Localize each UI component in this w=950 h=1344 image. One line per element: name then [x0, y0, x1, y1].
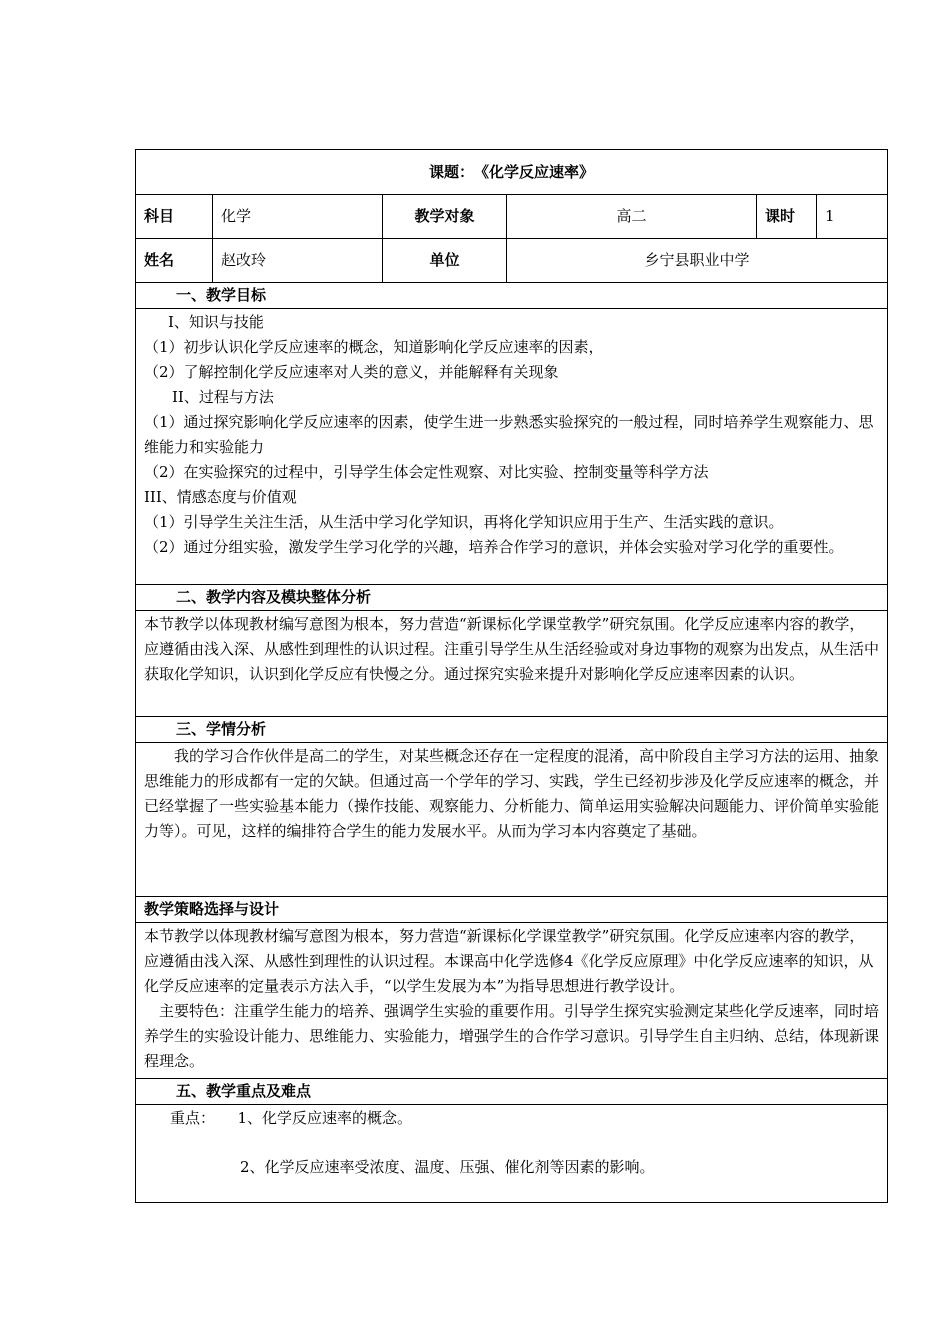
goal-line: （1）通过探究影响化学反应速率的因素，使学生进一步熟悉实验探究的一般过程，同时培养学生观察能力、思维能力和实验能力 — [144, 413, 874, 456]
goal-line: （2）在实验探究的过程中，引导学生体会定性观察、对比实验、控制变量等科学方法 — [144, 463, 709, 481]
section4-features: 主要特色：注重学生能力的培养、强调学生实验的重要作用。引导学生探究实验测定某些化学反速率，同时培养学生的实验设计能力、思维能力、实验能力，增强学生的合作学习意识。引导学生自主归纳、总结，体现新课程理念。 — [144, 1002, 880, 1070]
section4-heading: 教学策略选择与设计 — [136, 897, 888, 923]
section2-heading: 二、教学内容及模块整体分析 — [136, 585, 888, 611]
subject-label: 科目 — [136, 195, 213, 239]
unit-value: 乡宁县职业中学 — [507, 239, 888, 283]
goal-line: I、知识与技能 — [168, 313, 264, 331]
target-label: 教学对象 — [383, 195, 507, 239]
goal-line: III、情感态度与价值观 — [144, 488, 297, 506]
goal-line: （1）初步认识化学反应速率的概念，知道影响化学反应速率的因素， — [144, 338, 604, 356]
section2-text: 本节教学以体现教材编写意图为根本，努力营造“新课标化学课堂教学”研究氛围。化学反应速率内容的教学，应遵循由浅入深、从感性到理性的认识过程。注重引导学生从生活经验或对身边事物的观察为出发点，从生活中获取化学知识，认识到化学反应有快慢之分。通过探究实验来提升对影响化学反应速率因素的认识。 — [144, 615, 880, 683]
section3-text: 我的学习合作伙伴是高二的学生，对某些概念还存在一定程度的混淆，高中阶段自主学习方法的运用、抽象思维能力的形成都有一定的欠缺。但通过高一个学年的学习、实践，学生已经初步涉及化学反应速率的概念，并已经掌握了一些实验基本能力（操作技能、观察能力、分析能力、简单运用实验解决问题能力、评价简单实验能力等）。可见，这样的编排符合学生的能力发展水平。从而为学习本内容奠定了基础。 — [144, 747, 880, 840]
name-label: 姓名 — [136, 239, 213, 283]
section3-content — [136, 743, 888, 897]
section5-heading: 五、教学重点及难点 — [136, 1079, 888, 1105]
section1-content — [136, 309, 888, 585]
target-value: 高二 — [507, 195, 757, 239]
section4-text: 本节教学以体现教材编写意图为根本，努力营造“新课标化学课堂教学”研究氛围。化学反应速率内容的教学，应遵循由浅入深、从感性到理性的认识过程。本课高中化学选修4《化学反应原理》中化学反应速率的知识，从化学反应速率的定量表示方法入手，“以学生发展为本”为指导思想进行教学设计。 — [144, 927, 874, 995]
section4-content — [136, 923, 888, 1079]
section1-heading: 一、教学目标 — [136, 283, 888, 309]
section3-heading: 三、学情分析 — [136, 717, 888, 743]
goal-line: II、过程与方法 — [172, 388, 274, 406]
lesson-title: 课题： 《化学反应速率》 — [136, 150, 888, 195]
section2-content — [136, 611, 888, 717]
goal-line: （2）了解控制化学反应速率对人类的意义，并能解释有关现象 — [144, 363, 559, 381]
unit-label: 单位 — [383, 239, 507, 283]
hours-value: 1 — [817, 195, 888, 239]
key-point-line: 2、化学反应速率受浓度、温度、压强、催化剂等因素的影响。 — [240, 1158, 655, 1176]
name-value: 赵改玲 — [213, 239, 383, 283]
lesson-plan-page — [135, 149, 887, 1203]
hours-label: 课时 — [757, 195, 817, 239]
key-point-line: 重点： 1、化学反应速率的概念。 — [170, 1109, 413, 1127]
subject-value: 化学 — [213, 195, 383, 239]
section5-content — [136, 1105, 888, 1203]
goal-line: （1）引导学生关注生活，从生活中学习化学知识，再将化学知识应用于生产、生活实践的意识。 — [144, 513, 784, 531]
lesson-plan-table — [135, 149, 888, 1203]
goal-line: （2）通过分组实验，激发学生学习化学的兴趣，培养合作学习的意识，并体会实验对学习化学的重要性。 — [144, 538, 844, 556]
